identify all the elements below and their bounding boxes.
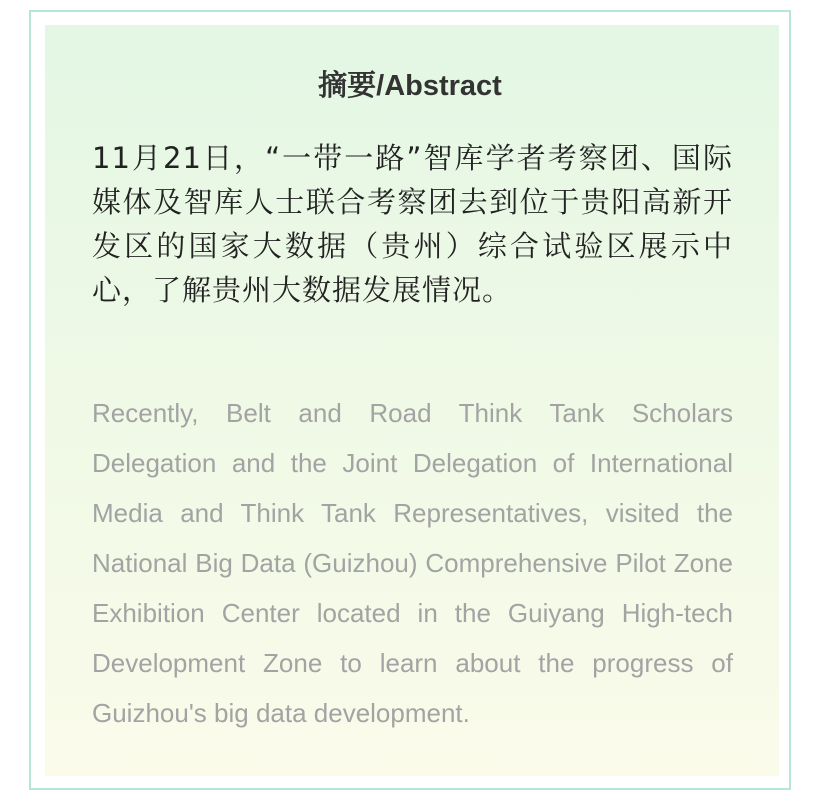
abstract-chinese-text: 11月21日，“一带一路”智库学者考察团、国际媒体及智库人士联合考察团去到位于贵阳高新开发区的国家大数据（贵州）综合试验区展示中心，了解贵州大数据发展情况。	[92, 141, 733, 307]
abstract-title: 摘要/Abstract	[318, 70, 502, 102]
abstract-english-text: Recently, Belt and Road Think Tank Scholars Delegation and the Joint Delegation of International Media and Think Tank Representatives, visited the National Big Data (Guizhou) Comprehensive Pilot Zone Exhibition Center located in the Guiyang High-tech Development Zone to learn about the progress of Guizhou's big data development.	[92, 398, 733, 728]
